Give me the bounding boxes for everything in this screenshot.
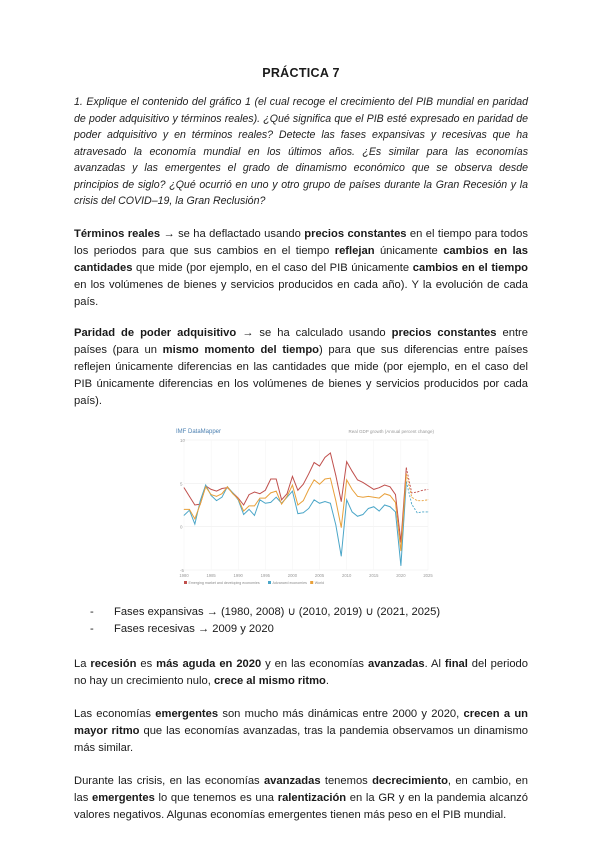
data-point <box>379 510 380 511</box>
data-point <box>325 478 326 479</box>
data-point <box>411 503 412 504</box>
data-point <box>357 479 358 480</box>
data-point <box>368 485 369 486</box>
y-tick-label: 5 <box>180 480 183 486</box>
data-point <box>216 490 217 491</box>
data-point <box>384 493 385 494</box>
x-tick-label: 2010 <box>342 572 352 578</box>
data-point <box>346 479 347 480</box>
data-point <box>330 477 331 478</box>
data-point <box>238 498 239 499</box>
data-point <box>401 550 402 551</box>
data-point <box>254 515 255 516</box>
data-point <box>341 527 342 528</box>
data-point <box>189 495 190 496</box>
data-point <box>184 487 185 488</box>
data-point <box>276 490 277 491</box>
data-point <box>341 555 342 556</box>
paragraph-crises: Durante las crisis, en las economías avanzadas tenemos decrecimiento, en cambio, en las emergentes lo que tenemos es una ralentización en la GR y en la pandemia alcanzó valores negativos. Algunas economías emergentes tienen más peso en el PIB mundial. <box>74 774 528 821</box>
data-point <box>260 493 261 494</box>
data-point <box>249 494 250 495</box>
gdp-growth-chart <box>174 424 436 590</box>
document-page <box>74 66 528 838</box>
data-point <box>363 514 364 515</box>
data-point <box>373 506 374 507</box>
data-point <box>384 484 385 485</box>
data-point <box>406 467 407 468</box>
data-point <box>384 504 385 505</box>
data-point <box>308 489 309 490</box>
legend-label: Advanced economies <box>272 580 307 585</box>
data-point <box>298 489 299 490</box>
data-point <box>292 484 293 485</box>
data-point <box>254 491 255 492</box>
data-point <box>325 501 326 502</box>
data-point <box>254 505 255 506</box>
data-point <box>292 490 293 491</box>
data-point <box>194 504 195 505</box>
data-point <box>249 505 250 506</box>
data-point <box>243 514 244 515</box>
data-point <box>222 493 223 494</box>
data-point <box>314 499 315 500</box>
y-tick-label: 0 <box>180 524 183 530</box>
data-point <box>211 494 212 495</box>
data-point <box>368 495 369 496</box>
data-point <box>373 496 374 497</box>
data-point <box>265 497 266 498</box>
data-point <box>194 518 195 519</box>
paragraph-real-terms: Términos reales → se ha deflactado usando precios constantes en el tiempo para todos los periodos para que sus cambios en el tiempo reflejan únicamente cambios en las cantidades que mide (por ejemplo, en el caso del PIB únicamente cambios en el tiempo en los volúmenes de bienes y servicios producidos en cada año). Y la evolución de cada país. <box>74 227 528 308</box>
data-point <box>422 500 423 501</box>
paragraph-recession: La recesión es más aguda en 2020 y en las economías avanzadas. Al final del periodo no hay un crecimiento nulo, crece al mismo ritmo. <box>74 657 528 687</box>
data-point <box>346 499 347 500</box>
data-point <box>205 486 206 487</box>
data-point <box>428 511 429 512</box>
data-point <box>428 489 429 490</box>
series-line <box>184 453 406 542</box>
series-forecast-line <box>406 481 428 512</box>
data-point <box>363 496 364 497</box>
data-point <box>373 489 374 490</box>
data-point <box>314 462 315 463</box>
y-tick-label: 10 <box>180 437 186 443</box>
data-point <box>216 495 217 496</box>
data-point <box>417 500 418 501</box>
data-point <box>287 495 288 496</box>
data-point <box>390 506 391 507</box>
data-point <box>308 508 309 509</box>
data-point <box>341 501 342 502</box>
data-point <box>211 495 212 496</box>
data-point <box>319 483 320 484</box>
data-point <box>335 524 336 525</box>
data-point <box>200 503 201 504</box>
data-point <box>346 461 347 462</box>
data-point <box>335 475 336 476</box>
data-point <box>298 504 299 505</box>
data-point <box>319 502 320 503</box>
term-ppp: Paridad de poder adquisitivo <box>74 326 237 339</box>
data-point <box>265 489 266 490</box>
data-point <box>189 508 190 509</box>
list-item: - Fases recesivas → 2009 y 2020 <box>90 622 274 635</box>
data-point <box>216 500 217 501</box>
data-point <box>243 510 244 511</box>
data-point <box>287 493 288 494</box>
x-tick-label: 2005 <box>314 572 325 578</box>
data-point <box>417 491 418 492</box>
data-point <box>292 476 293 477</box>
data-point <box>379 497 380 498</box>
data-point <box>184 515 185 516</box>
chart-title: Real GDP growth (Annual percent change) <box>348 428 434 434</box>
data-point <box>401 565 402 566</box>
x-tick-label: 1980 <box>179 572 189 578</box>
data-point <box>260 497 261 498</box>
data-point <box>270 502 271 503</box>
page-title: PRÁCTICA 7 <box>262 66 340 80</box>
data-point <box>368 508 369 509</box>
data-point <box>335 500 336 501</box>
data-point <box>303 500 304 501</box>
data-point <box>260 499 261 500</box>
x-tick-label: 1990 <box>233 572 243 578</box>
data-point <box>352 470 353 471</box>
data-point <box>298 513 299 514</box>
data-point <box>276 496 277 497</box>
data-point <box>357 515 358 516</box>
x-tick-label: 2015 <box>369 572 379 578</box>
data-point <box>390 495 391 496</box>
y-tick-label: -5 <box>180 567 185 573</box>
data-point <box>270 492 271 493</box>
data-point <box>417 512 418 513</box>
data-point <box>243 504 244 505</box>
data-point <box>411 492 412 493</box>
data-point <box>428 499 429 500</box>
data-point <box>184 508 185 509</box>
data-point <box>314 479 315 480</box>
data-point <box>303 512 304 513</box>
data-point <box>222 488 223 489</box>
phases-list <box>90 604 528 638</box>
legend-swatch <box>268 581 271 584</box>
list-item: - Fases expansivas → (1980, 2008) ∪ (2010, 2019) ∪ (2021, 2025) <box>90 605 441 618</box>
data-point <box>379 487 380 488</box>
paragraph-emerging: Las economías emergentes son mucho más dinámicas entre 2000 y 2020, crecen a un mayor ritmo que las economías avanzadas, tras la pandemia observamos un dinamismo más similar. <box>74 707 528 754</box>
data-point <box>395 502 396 503</box>
data-point <box>395 511 396 512</box>
data-point <box>276 478 277 479</box>
data-point <box>325 456 326 457</box>
data-point <box>363 482 364 483</box>
data-point <box>390 486 391 487</box>
data-point <box>411 496 412 497</box>
data-point <box>227 486 228 487</box>
data-point <box>270 478 271 479</box>
x-tick-label: 2000 <box>287 572 298 578</box>
data-point <box>330 452 331 453</box>
data-point <box>265 502 266 503</box>
data-point <box>281 499 282 500</box>
legend-swatch <box>184 581 187 584</box>
chart-svg <box>174 424 436 590</box>
data-point <box>319 465 320 466</box>
data-point <box>422 511 423 512</box>
chart-brand: IMF DataMapper <box>176 428 222 435</box>
data-point <box>200 500 201 501</box>
data-point <box>330 502 331 503</box>
legend-swatch <box>310 581 313 584</box>
data-point <box>211 489 212 490</box>
data-point <box>222 496 223 497</box>
paragraph-ppp: Paridad de poder adquisitivo → se ha calculado usando precios constantes entre países (para un mismo momento del tiempo) para que sus diferencias entre países reflejen únicamente diferencias en las cantidades que mide (por ejemplo, en el caso del PIB únicamente diferencias en los volúmenes de bienes y servicios producidos por cada país). <box>74 326 528 407</box>
data-point <box>303 483 304 484</box>
term-real-terms: Términos reales <box>74 227 161 240</box>
data-point <box>422 489 423 490</box>
x-tick-label: 1985 <box>206 572 216 578</box>
data-point <box>308 473 309 474</box>
data-point <box>395 494 396 495</box>
x-tick-label: 1995 <box>260 572 270 578</box>
data-point <box>194 523 195 524</box>
series-line <box>184 473 406 550</box>
legend-label: World <box>314 580 325 585</box>
x-tick-label: 2020 <box>396 572 406 578</box>
data-point <box>352 511 353 512</box>
data-point <box>232 493 233 494</box>
data-point <box>249 508 250 509</box>
question-text: 1. Explique el contenido del gráfico 1 (el cual recoge el crecimiento del PIB mundial en paridad de poder adquisitivo y términos reales). ¿Qué significa que el PIB esté expresado en paridad de poder adquisitivo y en términos reales? Detecte las fases expansivas y recesivas que ha atravesado la economía mundial en los últimos años. ¿Es similar para las economías avanzadas y las emergentes el grado de dinamismo económico que se observa desde principios de siglo? ¿Qué ocurrió en uno y otro grupo de países durante la Gran Recesión y la crisis del COVID–19, la Gran Reclusión? <box>74 96 528 207</box>
data-point <box>352 489 353 490</box>
data-point <box>357 495 358 496</box>
x-tick-label: 2025 <box>423 572 433 578</box>
data-point <box>406 473 407 474</box>
data-point <box>281 503 282 504</box>
data-point <box>205 484 206 485</box>
legend-label: Emerging market and developing economies <box>188 580 260 585</box>
